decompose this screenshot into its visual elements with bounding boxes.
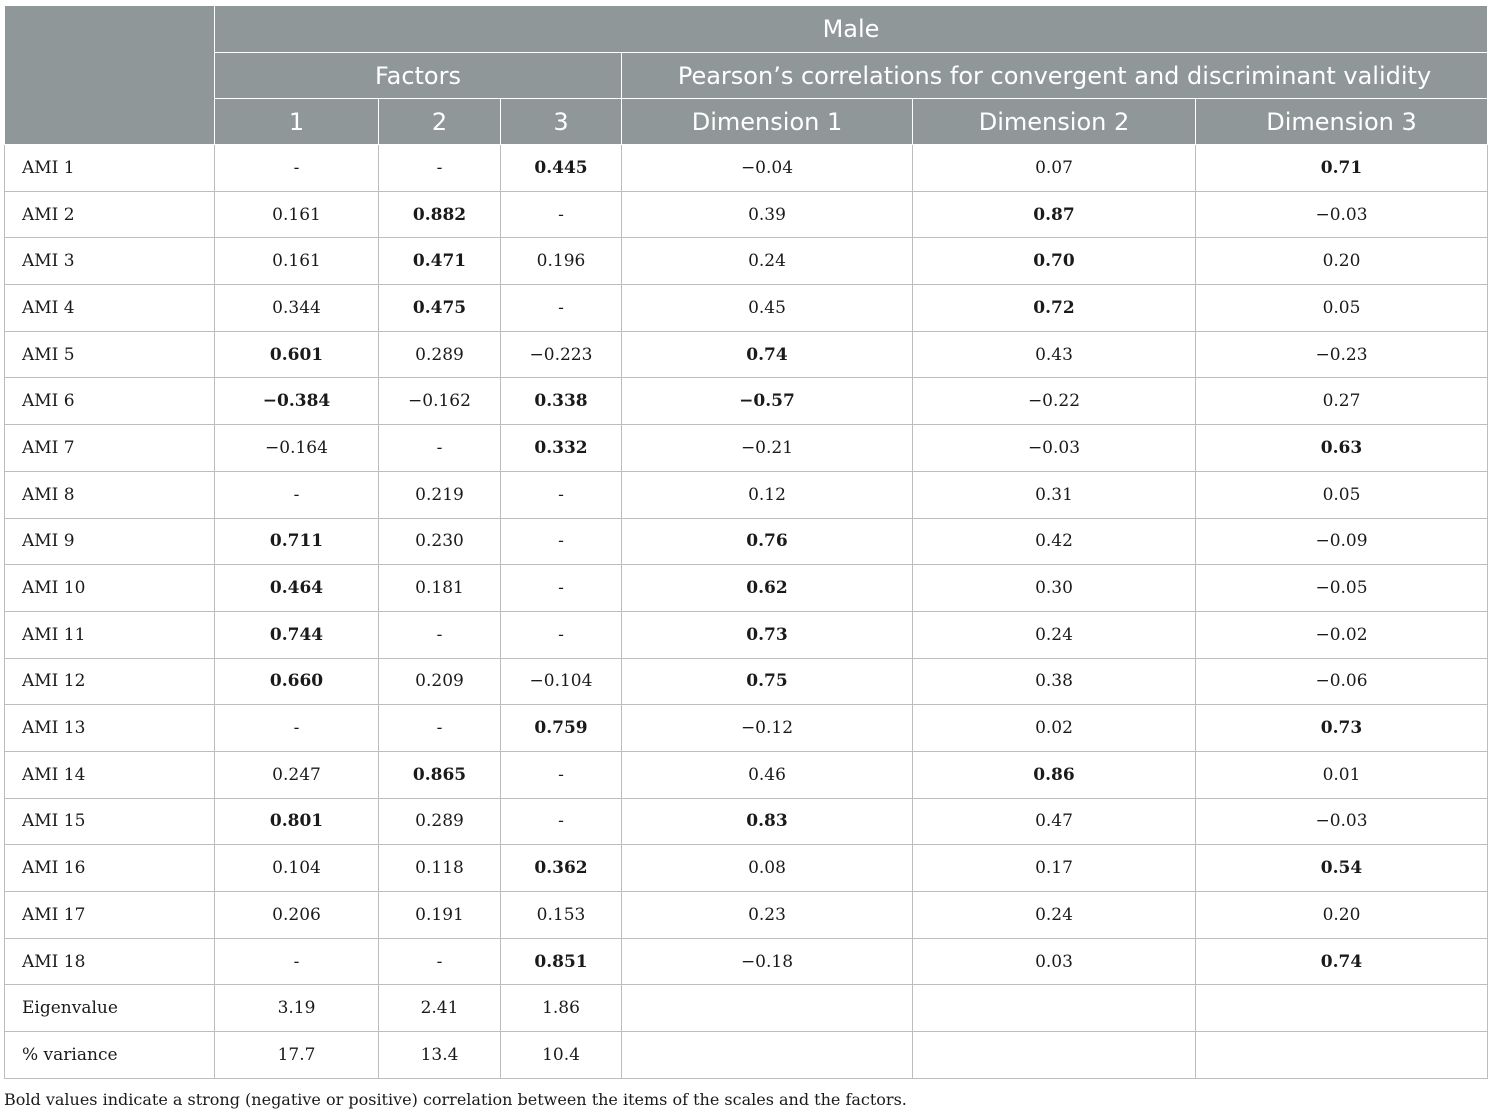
table-cell: -	[215, 145, 379, 192]
table-cell: -	[379, 705, 501, 752]
table-cell	[622, 985, 913, 1032]
table-cell: 0.219	[379, 471, 501, 518]
table-cell: 0.445	[501, 145, 622, 192]
table-cell	[913, 1032, 1196, 1079]
table-cell: −0.03	[913, 425, 1196, 472]
table-cell: 0.08	[622, 845, 913, 892]
table-cell: 0.332	[501, 425, 622, 472]
table-cell: -	[379, 425, 501, 472]
table-cell: −0.384	[215, 378, 379, 425]
table-cell: −0.223	[501, 331, 622, 378]
table-row	[5, 378, 1488, 425]
table-cell: -	[501, 565, 622, 612]
table-cell: 0.01	[1196, 751, 1488, 798]
table-row	[5, 705, 1488, 752]
table-cell: -	[215, 938, 379, 985]
header-corner-cell	[5, 6, 215, 145]
table-cell: −0.104	[501, 658, 622, 705]
table-cell: 0.05	[1196, 285, 1488, 332]
table-cell: 0.744	[215, 611, 379, 658]
row-label: AMI 6	[5, 378, 215, 425]
row-label: AMI 13	[5, 705, 215, 752]
table-cell: −0.12	[622, 705, 913, 752]
table-cell: 0.76	[622, 518, 913, 565]
table-cell: 0.54	[1196, 845, 1488, 892]
table-cell	[913, 985, 1196, 1032]
table-cell: -	[501, 471, 622, 518]
table-cell: 0.27	[1196, 378, 1488, 425]
table-cell: 0.63	[1196, 425, 1488, 472]
table-header	[5, 6, 1488, 145]
table-cell: 0.464	[215, 565, 379, 612]
table-cell: 0.344	[215, 285, 379, 332]
row-label: % variance	[5, 1032, 215, 1079]
table-cell: 10.4	[501, 1032, 622, 1079]
table-cell: 0.601	[215, 331, 379, 378]
table-cell	[622, 1032, 913, 1079]
header-factor-1: 1	[215, 99, 379, 145]
table-cell: 1.86	[501, 985, 622, 1032]
row-label: AMI 18	[5, 938, 215, 985]
table-cell: 0.73	[1196, 705, 1488, 752]
row-label: AMI 17	[5, 892, 215, 939]
header-dimension-2: Dimension 2	[913, 99, 1196, 145]
table-row	[5, 985, 1488, 1032]
row-label: AMI 4	[5, 285, 215, 332]
table-cell: −0.18	[622, 938, 913, 985]
row-label: AMI 8	[5, 471, 215, 518]
factor-correlation-table	[4, 6, 1488, 1079]
table-row	[5, 892, 1488, 939]
table-cell: 17.7	[215, 1032, 379, 1079]
row-label: AMI 1	[5, 145, 215, 192]
header-group-male: Male	[215, 6, 1488, 53]
table-cell: -	[379, 938, 501, 985]
table-row	[5, 751, 1488, 798]
table-row	[5, 518, 1488, 565]
table-row	[5, 938, 1488, 985]
table-cell: −0.06	[1196, 658, 1488, 705]
table-cell: -	[501, 285, 622, 332]
table-cell: -	[215, 471, 379, 518]
table-cell: 0.247	[215, 751, 379, 798]
table-row	[5, 798, 1488, 845]
row-label: AMI 2	[5, 191, 215, 238]
table-cell: 0.70	[913, 238, 1196, 285]
table-cell: 0.161	[215, 191, 379, 238]
table-row	[5, 565, 1488, 612]
table-cell: 0.801	[215, 798, 379, 845]
table-cell: 0.181	[379, 565, 501, 612]
table-cell: 0.17	[913, 845, 1196, 892]
table-cell: 0.865	[379, 751, 501, 798]
row-label: AMI 12	[5, 658, 215, 705]
table-cell: −0.162	[379, 378, 501, 425]
row-label: AMI 16	[5, 845, 215, 892]
table-cell: 0.43	[913, 331, 1196, 378]
table-cell: 0.05	[1196, 471, 1488, 518]
table-cell: -	[501, 798, 622, 845]
table-cell: 3.19	[215, 985, 379, 1032]
table-row	[5, 471, 1488, 518]
table-cell: 0.20	[1196, 238, 1488, 285]
table-cell: -	[501, 751, 622, 798]
table-cell: −0.02	[1196, 611, 1488, 658]
table-cell: 0.03	[913, 938, 1196, 985]
row-label: Eigenvalue	[5, 985, 215, 1032]
table-cell: 0.660	[215, 658, 379, 705]
table-cell: 0.45	[622, 285, 913, 332]
table-row	[5, 425, 1488, 472]
table-cell	[1196, 985, 1488, 1032]
table-cell: −0.03	[1196, 798, 1488, 845]
table-cell: 0.161	[215, 238, 379, 285]
table-cell: 0.74	[1196, 938, 1488, 985]
table-row	[5, 331, 1488, 378]
table-cell: 0.47	[913, 798, 1196, 845]
table-cell: 0.39	[622, 191, 913, 238]
table-cell: 0.02	[913, 705, 1196, 752]
table-cell: 0.75	[622, 658, 913, 705]
table-cell: 0.338	[501, 378, 622, 425]
table-cell: 2.41	[379, 985, 501, 1032]
header-factor-2: 2	[379, 99, 501, 145]
table-cell: −0.05	[1196, 565, 1488, 612]
table-cell: −0.164	[215, 425, 379, 472]
table-cell: 0.206	[215, 892, 379, 939]
table-row	[5, 1032, 1488, 1079]
table-cell: 0.209	[379, 658, 501, 705]
table-row	[5, 845, 1488, 892]
row-label: AMI 9	[5, 518, 215, 565]
table-cell: 0.24	[622, 238, 913, 285]
table-cell: −0.03	[1196, 191, 1488, 238]
table-cell: 0.83	[622, 798, 913, 845]
table-cell: 0.30	[913, 565, 1196, 612]
table-cell: 0.191	[379, 892, 501, 939]
table-cell: 0.475	[379, 285, 501, 332]
table-cell: 0.73	[622, 611, 913, 658]
table-cell: −0.23	[1196, 331, 1488, 378]
table-cell: 0.24	[913, 611, 1196, 658]
table-cell: 0.31	[913, 471, 1196, 518]
table-cell: 0.882	[379, 191, 501, 238]
table-row	[5, 145, 1488, 192]
header-pearson-correlations: Pearson’s correlations for convergent and discriminant validity	[622, 53, 1488, 99]
table-cell: 0.87	[913, 191, 1196, 238]
row-label: AMI 11	[5, 611, 215, 658]
table-cell: 0.711	[215, 518, 379, 565]
table-cell: -	[501, 611, 622, 658]
table-body	[5, 145, 1488, 1079]
row-label: AMI 10	[5, 565, 215, 612]
table-cell: 0.74	[622, 331, 913, 378]
table-cell: 0.851	[501, 938, 622, 985]
table-cell: -	[379, 145, 501, 192]
table-cell: 0.230	[379, 518, 501, 565]
table-cell: −0.21	[622, 425, 913, 472]
table-cell: 13.4	[379, 1032, 501, 1079]
table-row	[5, 611, 1488, 658]
table-cell: 0.471	[379, 238, 501, 285]
table-cell: 0.153	[501, 892, 622, 939]
table-cell: -	[379, 611, 501, 658]
table-cell: 0.12	[622, 471, 913, 518]
table-cell: 0.289	[379, 331, 501, 378]
table-cell: 0.118	[379, 845, 501, 892]
table-cell: 0.759	[501, 705, 622, 752]
row-label: AMI 14	[5, 751, 215, 798]
table-cell: 0.38	[913, 658, 1196, 705]
table-cell: 0.46	[622, 751, 913, 798]
table-cell: 0.86	[913, 751, 1196, 798]
header-factor-3: 3	[501, 99, 622, 145]
table-cell: 0.07	[913, 145, 1196, 192]
row-label: AMI 7	[5, 425, 215, 472]
table-cell: -	[501, 191, 622, 238]
table-cell: −0.09	[1196, 518, 1488, 565]
table-cell: 0.71	[1196, 145, 1488, 192]
table-cell: 0.23	[622, 892, 913, 939]
table-cell: 0.196	[501, 238, 622, 285]
table-cell: 0.289	[379, 798, 501, 845]
table-cell: 0.72	[913, 285, 1196, 332]
table-cell	[1196, 1032, 1488, 1079]
row-label: AMI 3	[5, 238, 215, 285]
table-footnote: Bold values indicate a strong (negative or positive) correlation between the items of the scales and the factors.	[4, 1090, 907, 1109]
table-cell: 0.24	[913, 892, 1196, 939]
table-cell: −0.22	[913, 378, 1196, 425]
table-row	[5, 238, 1488, 285]
table-cell: -	[501, 518, 622, 565]
table-cell: −0.04	[622, 145, 913, 192]
header-dimension-1: Dimension 1	[622, 99, 913, 145]
table-cell: 0.42	[913, 518, 1196, 565]
table-cell: 0.20	[1196, 892, 1488, 939]
table-row	[5, 285, 1488, 332]
header-factors: Factors	[215, 53, 622, 99]
table-cell: −0.57	[622, 378, 913, 425]
table-row	[5, 658, 1488, 705]
header-dimension-3: Dimension 3	[1196, 99, 1488, 145]
table-cell: 0.62	[622, 565, 913, 612]
row-label: AMI 15	[5, 798, 215, 845]
table-cell: 0.104	[215, 845, 379, 892]
row-label: AMI 5	[5, 331, 215, 378]
table-cell: 0.362	[501, 845, 622, 892]
table-row	[5, 191, 1488, 238]
table-cell: -	[215, 705, 379, 752]
